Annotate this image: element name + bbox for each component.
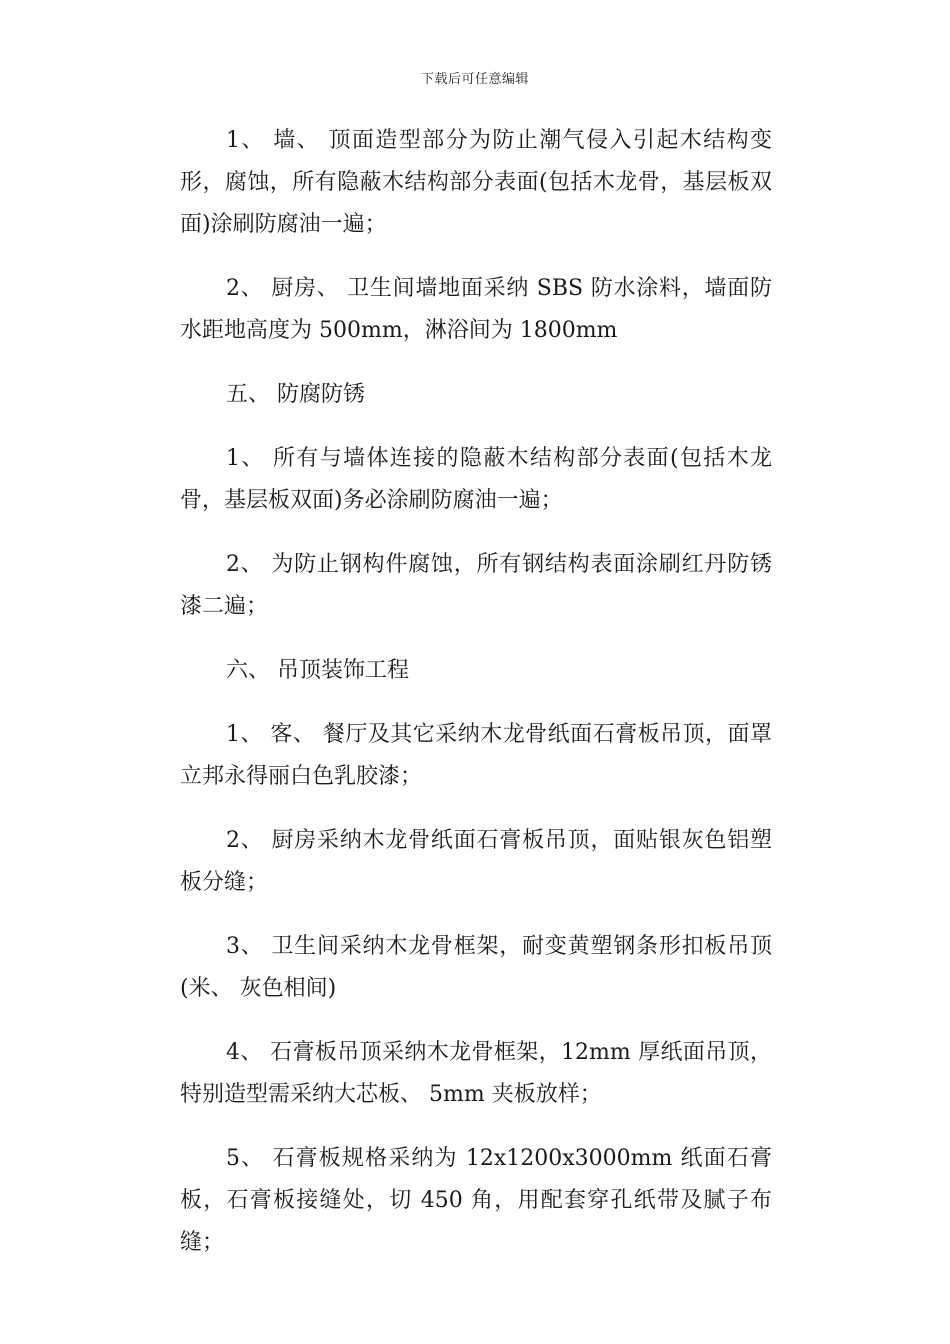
paragraph-item: 2、 厨房采纳木龙骨纸面石膏板吊顶，面贴银灰色铝塑板分缝；: [180, 828, 772, 895]
document-body: [180, 120, 772, 1286]
section-heading: 五、 防腐防锈: [226, 382, 365, 407]
paragraph-item: 2、 为防止钢构件腐蚀，所有钢结构表面涂刷红丹防锈漆二遍；: [180, 552, 772, 619]
header-note: 下载后可任意编辑: [420, 72, 529, 87]
section-heading: 六、 吊顶装饰工程: [226, 658, 409, 683]
paragraph-item: 1、 所有与墙体连接的隐蔽木结构部分表面(包括木龙骨，基层板双面)务必涂刷防腐油一遍；: [180, 446, 772, 513]
paragraph-item: 5、 石膏板规格采纳为 12x1200x3000mm 纸面石膏板，石膏板接缝处，切 450 角，用配套穿孔纸带及腻子布缝；: [180, 1146, 772, 1255]
paragraph-item: 1、 客、 餐厅及其它采纳木龙骨纸面石膏板吊顶，面罩立邦永得丽白色乳胶漆；: [180, 722, 772, 789]
paragraph-item: 3、 卫生间采纳木龙骨框架，耐变黄塑钢条形扣板吊顶(米、 灰色相间): [180, 934, 772, 1001]
paragraph-item: 2、 厨房、 卫生间墙地面采纳 SBS 防水涂料，墙面防水距地高度为 500mm，淋浴间为 1800mm: [180, 276, 772, 343]
paragraph-item: 1、 墙、 顶面造型部分为防止潮气侵入引起木结构变形，腐蚀，所有隐蔽木结构部分表面(包括木龙骨，基层板双面)涂刷防腐油一遍；: [180, 128, 772, 237]
paragraph-item: 4、 石膏板吊顶采纳木龙骨框架，12mm 厚纸面吊顶，特别造型需采纳大芯板、 5mm 夹板放样；: [180, 1040, 772, 1107]
